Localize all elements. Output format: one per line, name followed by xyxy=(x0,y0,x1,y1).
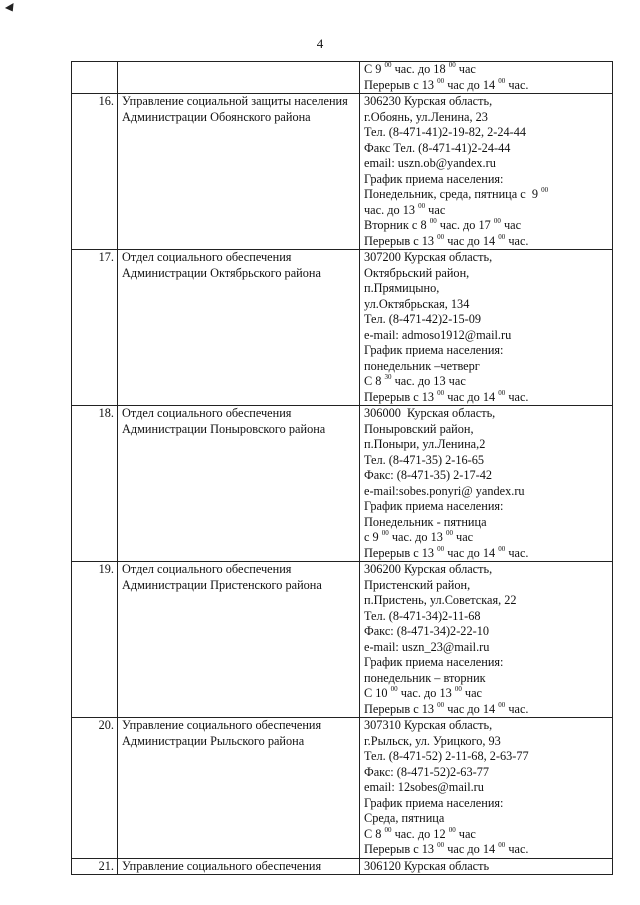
contact-line: п.Поныри, ул.Ленина,2 xyxy=(364,437,486,451)
table-row xyxy=(72,406,613,562)
contact-line: С 9 $^{00}$ час. до 18 $^{00}$ час xyxy=(364,61,476,76)
contact-line: Факс: (8-471-52)2-63-77 xyxy=(364,764,489,779)
contact-line: с 9 $^{00}$ час. до 13 $^{00}$ час xyxy=(364,529,474,544)
contact-line: email: 12sobes@mail.ru xyxy=(364,780,484,794)
row-number: 18. xyxy=(72,406,118,562)
contact-line: e-mail: admoso1912@mail.ru xyxy=(364,327,512,342)
contact-line: г.Обоянь, ул.Ленина, 23 xyxy=(364,109,488,124)
contact-info xyxy=(360,62,613,94)
contact-line: Перерыв с 13 $^{00}$ час до 14 $^{00}$ час. xyxy=(364,841,529,856)
organization-name: Управление социального обеспечения Администрации Рыльского района xyxy=(118,718,360,859)
contact-line: С 8 $^{30}$ час. до 13 час xyxy=(364,373,466,388)
contact-line: Понедельник - пятница xyxy=(364,514,487,529)
table-row xyxy=(72,250,613,406)
page-number: 4 xyxy=(316,36,324,51)
row-number: 20. xyxy=(72,718,118,859)
row-number: 21. xyxy=(72,858,118,875)
contact-line: Среда, пятница xyxy=(364,811,445,825)
table-row xyxy=(72,94,613,250)
contact-line: Перерыв с 13 $^{00}$ час до 14 $^{00}$ час. xyxy=(364,76,529,92)
contact-line: email: uszn.ob@yandex.ru xyxy=(364,156,496,170)
contact-line: Факс: (8-471-35) 2-17-42 xyxy=(364,468,493,482)
contact-line: г.Рыльск, ул. Урицкого, 93 xyxy=(364,733,501,748)
row-number xyxy=(72,62,118,94)
contact-line: Тел. (8-471-52) 2-11-68, 2-63-77 xyxy=(364,749,529,763)
contact-line: С 8 $^{00}$ час. до 12 $^{00}$ час xyxy=(364,825,476,841)
contact-line: График приема населения: xyxy=(364,171,504,186)
table-row xyxy=(72,62,613,94)
table-row xyxy=(72,718,613,859)
contact-line: Тел. (8-471-35) 2-16-65 xyxy=(364,452,485,467)
contact-line: п.Пристень, ул.Советская, 22 xyxy=(364,593,517,607)
row-number: 17. xyxy=(72,250,118,406)
contact-info xyxy=(360,562,613,718)
row-number: 19. xyxy=(72,562,118,718)
contact-line: e-mail: uszn_23@mail.ru xyxy=(364,639,490,654)
contact-line: Перерыв с 13 $^{00}$ час до 14 $^{00}$ час. xyxy=(364,232,529,248)
contact-line: понедельник – вторник xyxy=(364,670,486,685)
contact-line: Перерыв с 13 $^{00}$ час до 14 $^{00}$ час. xyxy=(364,388,529,404)
contact-info xyxy=(360,858,613,875)
table-row xyxy=(72,858,613,875)
organization-name xyxy=(118,62,360,94)
table-row xyxy=(72,562,613,718)
contact-line: п.Прямицыно, xyxy=(364,281,440,295)
contact-line: Вторник с 8 $^{00}$ час. до 17 $^{00}$ час xyxy=(364,217,522,232)
contact-line: График приема населения: xyxy=(364,655,504,669)
contact-line: Перерыв с 13 $^{00}$ час до 14 $^{00}$ час. xyxy=(364,544,529,560)
contact-line: Понедельник, среда, пятница с 9 $^{00}$ xyxy=(364,186,549,201)
contact-line: График приема населения: xyxy=(364,343,504,357)
contact-line: Тел. (8-471-41)2-19-82, 2-24-44 xyxy=(364,125,527,139)
contact-line: 307200 Курская область, xyxy=(364,250,493,264)
contact-line: Октябрьский район, xyxy=(364,265,470,280)
contact-line: ул.Октябрьская, 134 xyxy=(364,296,470,311)
organization-name: Отдел социального обеспечения Администрации Октябрьского района xyxy=(118,250,360,406)
contact-line: 306200 Курская область, xyxy=(364,562,493,576)
contact-line: Поныровский район, xyxy=(364,421,474,436)
contact-line: час. до 13 $^{00}$ час xyxy=(364,201,446,217)
organization-name: Отдел социального обеспечения Администрации Пристенского района xyxy=(118,562,360,718)
row-number: 16. xyxy=(72,94,118,250)
contact-line: Тел. (8-471-34)2-11-68 xyxy=(364,608,481,623)
contact-line: 307310 Курская область, xyxy=(364,718,493,732)
organization-name: Управление социальной защиты населения Администрации Обоянского района xyxy=(118,94,360,250)
contact-line: понедельник –четверг xyxy=(364,358,480,373)
contact-line: 306000 Курская область, xyxy=(364,406,496,420)
contact-line: Тел. (8-471-42)2-15-09 xyxy=(364,312,481,326)
organization-name: Отдел социального обеспечения Администрации Поныровского района xyxy=(118,406,360,562)
table-body xyxy=(72,62,613,875)
contact-line: С 10 $^{00}$ час. до 13 $^{00}$ час xyxy=(364,685,483,700)
contact-info xyxy=(360,718,613,859)
contact-line: 306230 Курская область, xyxy=(364,94,493,108)
contact-line: Факс Тел. (8-471-41)2-24-44 xyxy=(364,140,511,155)
contact-line: Перерыв с 13 $^{00}$ час до 14 $^{00}$ час. xyxy=(364,700,529,716)
contact-info xyxy=(360,94,613,250)
contacts-table xyxy=(71,61,613,875)
organization-name: Управление социального обеспечения xyxy=(118,858,360,875)
contact-line: Факс: (8-471-34)2-22-10 xyxy=(364,624,489,638)
contact-line: 306120 Курская область xyxy=(364,858,490,873)
contact-line: Пристенский район, xyxy=(364,577,471,592)
corner-mark xyxy=(5,3,17,14)
contact-info xyxy=(360,406,613,562)
contact-info xyxy=(360,250,613,406)
contact-line: e-mail:sobes.ponyri@ yandex.ru xyxy=(364,483,525,498)
contact-line: График приема населения: xyxy=(364,795,504,810)
contact-line: График приема населения: xyxy=(364,499,504,513)
